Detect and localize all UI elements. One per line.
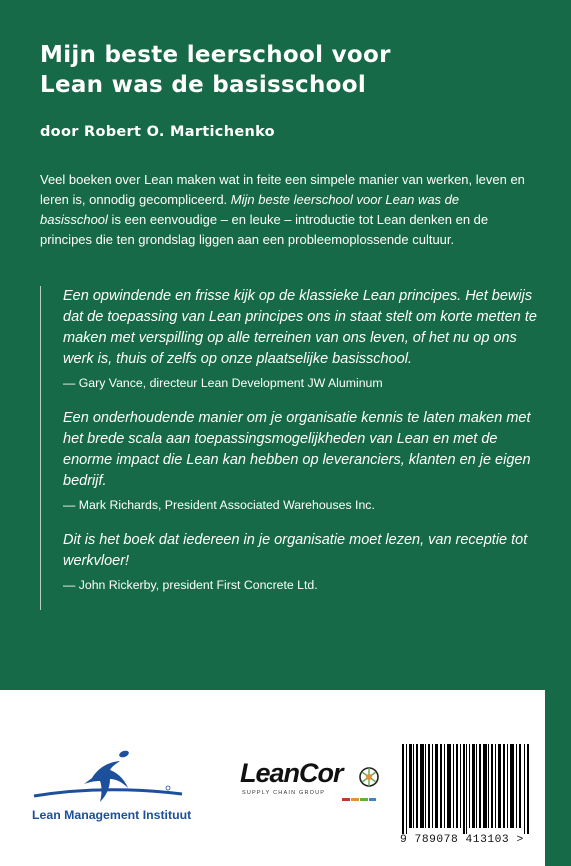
book-title	[40, 40, 540, 100]
title-line-1: Mijn beste leerschool voor	[40, 42, 391, 68]
quote-attribution: — Gary Vance, directeur Lean Development JW Aluminum	[63, 376, 383, 390]
leancor-logo	[240, 758, 380, 808]
endorsement-1	[63, 286, 543, 392]
leancor-tagline: SUPPLY CHAIN GROUP	[242, 790, 326, 796]
lmi-logo	[32, 748, 232, 828]
blurb-book-title: Mijn beste leerschool voor Lean was de basisschool	[40, 192, 460, 227]
title-line-2: Lean was de basisschool	[40, 72, 367, 98]
quote-text: Dit is het boek dat iedereen in je organisatie moet lezen, van receptie tot werkvloer!	[63, 532, 528, 569]
blurb-text-start: Veel boeken over Lean maken wat in feite een simpele manier van werken, leven en leren is, onnodig gecompliceerd.	[40, 172, 525, 207]
quote-attribution: — Mark Richards, President Associated Warehouses Inc.	[63, 498, 375, 512]
quote-attribution: — John Rickerby, president First Concrete Ltd.	[63, 578, 318, 592]
endorsement-3	[63, 530, 543, 594]
quote-text: Een opwindende en frisse kijk op de klassieke Lean principes. Het bewijs dat de toepassing van Lean principes ons in staat stelt om korte metten te maken met verspilling op alle terreinen van ons leven, of het nu op ons werk is, thuis of zelfs op onze plaatselijke basisschool.	[63, 288, 537, 367]
color-strip-icon	[342, 798, 376, 801]
blurb-text-end: is een eenvoudige – en leuke – introductie tot Lean denken en de principes die ten grondslag liggen aan een probleemoplossende cultuur.	[40, 212, 489, 247]
endorsements	[40, 286, 543, 610]
lmi-name: Lean Management Instituut	[32, 808, 192, 822]
blurb-paragraph	[40, 170, 530, 250]
barcode	[398, 744, 538, 834]
running-figure-icon	[32, 748, 192, 806]
author-line: door Robert O. Martichenko	[40, 124, 275, 140]
endorsement-2	[63, 408, 543, 514]
isbn-number: 9 789078 413103 >	[400, 834, 524, 846]
leancor-wordmark: LeanCor	[240, 758, 343, 788]
quote-text: Een onderhoudende manier om je organisatie kennis te laten maken met het brede scala aan toepassingsmogelijkheden van Lean en met de enorme impact die Lean kan hebben op leveranciers, klanten en je eigen bedrijf.	[63, 410, 531, 489]
globe-icon	[358, 766, 380, 788]
